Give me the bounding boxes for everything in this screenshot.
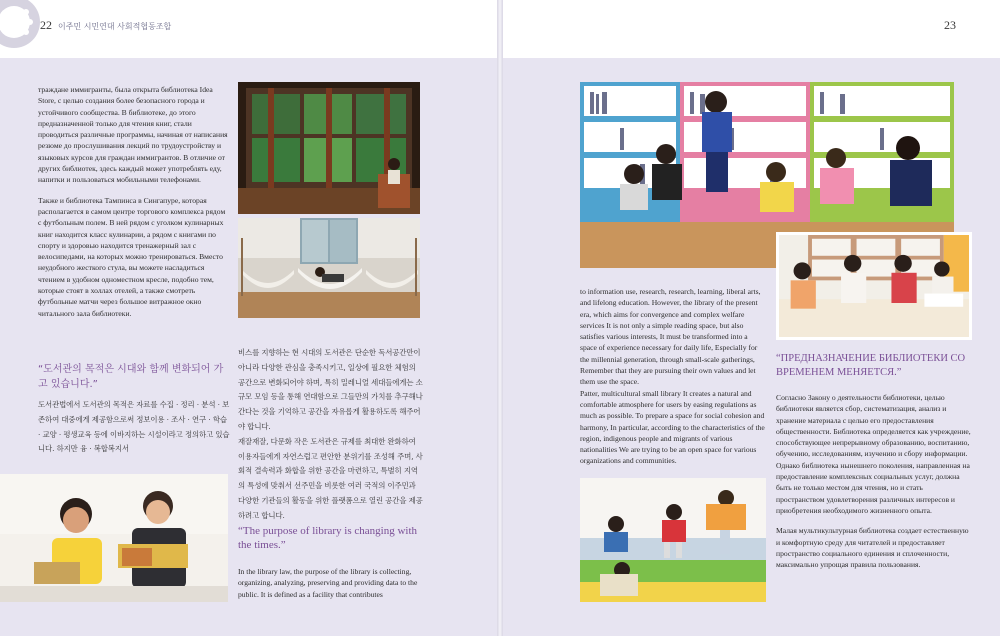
russian-column [38, 84, 228, 328]
russian-right-paragraph-2: Малая мультикультурная библиотека создает естественную и комфортную среду для читателей и предоставляет пространство социального единения и сплоченности, максимально упрощая правила пользования. [776, 526, 969, 570]
running-title: 이주민 시민연대 사회적협동조합 [58, 22, 172, 31]
english-text-left: In the library law, the purpose of the library is collecting, organizing, analyzing, preserving and providing data to the public. It is defined as a facility that contributes [238, 567, 418, 599]
header-band-right [500, 0, 1000, 58]
photo-children-steps [580, 478, 766, 602]
russian-pull-quote: “ПРЕДНАЗНАЧЕНИЕ БИБЛИОТЕКИ СО ВРЕМЕНЕМ МЕНЯЕТСЯ.” [776, 353, 966, 378]
russian-paragraph-2: Также и библиотека Тампинса в Сингапуре, которая располагается в самом центре торгового комплекса рядом с футбольным полем. В ней рядом с уголком кулинарных книг находится класс кулинарии, а рядом с книгами по спорту и здоровью находится тренажерный зал с велосипедами, на которых можно тренироваться. Вместо неудобного жесткого стула, вы можете насладиться чтением в удобном одноместном кресле, подобно тем, которые стоят в холлах отелей, а также смотреть футбольные матчи через большое витражное окно читального зала библиотеки. [38, 195, 226, 318]
photo-girls-table [776, 232, 972, 340]
korean-text-left: 도서관법에서 도서관의 목적은 자료를 수집 · 정리 · 분석 · 보존하여 대중에게 제공함으로써 정보이용 · 조사 · 연구 · 학습 · 교양 · 평생교육 등에 이바지하는 시설이라고 정의하고 있습니다. 하지만 융 · 복합복지서 [38, 400, 230, 454]
russian-paragraph-1: траждане иммигранты, была открыта библиотека Idea Store, с целью создания более безопасного города и устойчивого сообщества. В библиотеке, до этого предназначенной только для чтения книг, стали проводиться различные программы, начиная от написания резюме до прослушивания лекций по трудоустройству и языковых курсов для граждан иммигрантов. В отличие от других библиотек, здесь каждый может употреблять еду, напитки и пользоваться мобильными телефонами. [38, 85, 228, 185]
page-number: 22 [40, 18, 52, 32]
russian-text-right [776, 392, 972, 579]
photo-hammock-reading [238, 218, 420, 318]
english-pull-quote: “The purpose of library is changing with the times.” [238, 525, 418, 551]
page-gutter [497, 0, 503, 636]
photo-children-reading [0, 474, 228, 602]
korean-text-right: 비스를 지향하는 현 시대의 도서관은 단순한 독서공간만이 아니라 다양한 관심을 충족시키고, 일상에 필요한 체험의 공간으로 변화되어야 하며, 특히 밀레니얼 세대들에게는 소규모 모임 등을 통해 연대함으로 그들만의 가치를 추구해나간다는 것을 기억하고 공간을 자유롭게 활용하도록 해주어야 합니다. 재잘재잘, 다문화 작은 도서관은 규제를 최대한 완화하여 이용자들에게 자연스럽고 편안한 분위기를 조성해 주며, 사회적 결속력과 화합을 위한 공간을 마련하고, 특별히 지역의 특성에 맞춰서 선주민을 비롯한 여러 국적의 이주민과 다양한 기관들의 활동을 위한 플랫폼으로 열린 공간을 제공하려고 합니다. [238, 348, 423, 520]
korean-pull-quote: “도서관의 목적은 시대와 함께 변화되어 가고 있습니다.” [38, 364, 224, 390]
photo-library-window [238, 82, 420, 214]
page-number-right: 23 [944, 18, 956, 32]
right-page [500, 0, 1000, 636]
russian-right-paragraph-1: Согласно Закону о деятельности библиотеки, целью библиотеки является сбор, систематизация, анализ и хранение материала с целью его предоставления общественности. Библиотека определяется как учреждение, способствующее непрерывному образованию, воспитанию, обучению, исследованиям, изучению и сбору информации. Однако библиотека нынешнего поколения, направленная на предоставление комплексных социальных услуг, должна быть не только местом для чтения, но и стать пространством удовлетворения различных интересов и приобретения необходимого жизненного опыта. [776, 393, 971, 515]
english-text-right: to information use, research, research, learning, liberal arts, and lifelong education. However, the library of the present era, which aims for convergence and complex welfare services It is not only a simple reading space, but also satisfies various interests, It must be transformed into a space of experience necessary for daily life, Especially for the millennial generation, through small-scale gatherings, Remember that they are pursuing their own values and let them use the space. Patter, multicultural small library It creates a natural and comfortable atmosphere for users by easing regulations as much as possible. To prepare a space for social cohesion and harmony, In particular, according to the characteristics of the region, indigenous people and migrants of various nationalities We are trying to be an open space for various organizations and communities. [580, 287, 765, 466]
